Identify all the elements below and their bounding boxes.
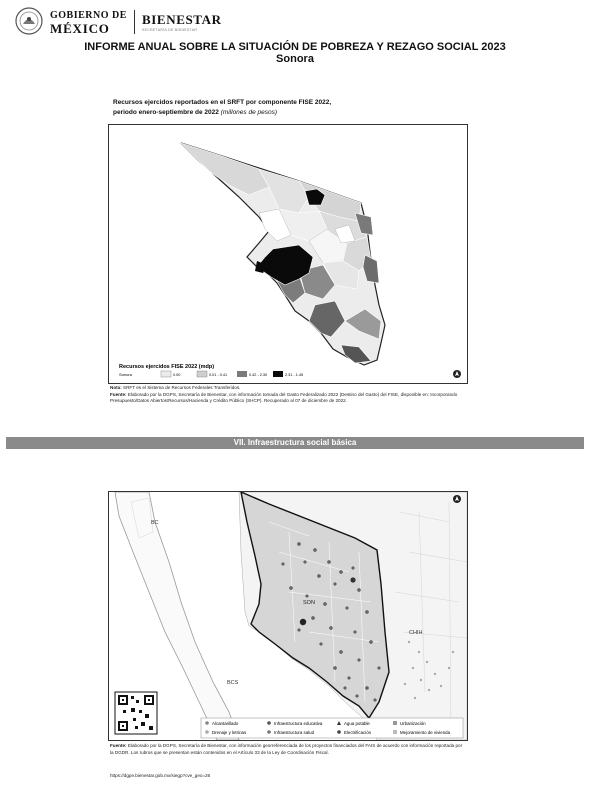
section-title: VII. Infraestructura social básica (233, 438, 357, 447)
legend-urbanizacion: Urbanización (400, 721, 426, 726)
legend-class2-label: 0.42 - 2.30 (249, 373, 268, 377)
legend-vivienda: Mejoramiento de vivienda (400, 730, 451, 735)
figure2-source-label: Fuente: (110, 743, 127, 748)
legend-swatch-class1 (197, 371, 207, 377)
city-marker (350, 577, 355, 582)
legend-electrificacion: Electrificación (344, 730, 372, 735)
map1-legend-title: Recursos ejercidos FISE 2022 (mdp) (119, 364, 215, 370)
legend-salud: Infraestructura salud (274, 730, 315, 735)
figure1-caption-units: (millones de pesos) (220, 109, 278, 116)
legend-swatch-class0 (161, 371, 171, 377)
education-icon (267, 721, 271, 725)
report-title: INFORME ANUAL SOBRE LA SITUACIÓN DE POBREZA Y REZAGO SOCIAL 2023 (84, 41, 506, 53)
report-subtitle: Sonora (276, 53, 314, 65)
gov-line-2: MÉXICO (50, 21, 110, 36)
urbanization-icon (393, 721, 397, 725)
legend-agua: Agua potable (344, 721, 370, 726)
map2-legend (201, 718, 463, 738)
north-arrow-icon-2 (453, 495, 461, 503)
legend-class1-label: 0.01 - 0.41 (209, 373, 228, 377)
health-icon (267, 730, 271, 734)
gov-line-1: GOBIERNO DE (50, 10, 127, 21)
housing-icon (393, 730, 397, 734)
qr-code-icon (115, 692, 157, 734)
sonora-map-svg (109, 125, 467, 383)
legend-alcantarillado: Alcantarillado (212, 721, 239, 726)
note-text: SRFT es el Sistema de Recursos Federales Transferidos. (123, 385, 241, 390)
legend-swatch-class2 (237, 371, 247, 377)
note-label: Nota: (110, 385, 122, 390)
legend-drenaje: Drenaje y letrinas (212, 730, 247, 735)
drain-icon (205, 730, 209, 734)
legend-class0-label: 0.00 (173, 373, 181, 377)
infrastructure-map (108, 491, 468, 741)
figure1-caption-line2: periodo enero-septiembre de 2022 (millones de pesos) (113, 109, 278, 116)
infrastructure-map-svg (109, 492, 467, 740)
legend-swatch-class3 (273, 371, 283, 377)
electricity-icon (337, 730, 341, 734)
fise-choropleth-map (108, 124, 468, 384)
north-arrow-icon (453, 370, 461, 378)
legend-educativa: Infraestructura educativa (274, 721, 323, 726)
figure1-notes (110, 385, 465, 405)
label-chih: CHIH (409, 630, 423, 636)
agency-subtitle: SECRETARÍA DE BIENESTAR (142, 28, 198, 32)
logo-divider (134, 10, 135, 34)
figure1-caption-line1: Recursos ejercidos reportados en el SRFT por componente FISE 2022, (113, 99, 332, 106)
figure2-source (110, 743, 465, 756)
label-bcs: BCS (227, 680, 239, 686)
figure2-source-text: Elaborado por la DGPS, Secretaría de Bienestar, con información georreferenciada de los proyectos financiados del FAIS de acuerdo con información reportada por la DGDR. Los rubros que se presentan están contenidos en el Artículo 33 de la Ley de Coordinación Fiscal. (110, 743, 463, 755)
label-son: SON (303, 600, 315, 606)
header-logo (14, 6, 234, 38)
sewer-icon (205, 721, 209, 725)
seal-icon (14, 6, 44, 36)
hermosillo-marker (300, 619, 306, 625)
source-label: Fuente: (110, 391, 127, 397)
label-bc: BC (151, 520, 159, 526)
agency-name: BIENESTAR (142, 12, 222, 27)
source-text: Elaborado por la DGPS, Secretaría de Bienestar, con información tomada del Gasto Federalizado 2022 (Destino del Gasto) del FISE, disponible en: Incorporando Presupuesto/Datos Abiertos/Recursos/Hacienda y Crédito Público (SHCP). Recuperado al 07 de diciembre de 2022. (110, 391, 458, 404)
figure2-url[interactable]: https://dgpe.bienestar.gob.mx/siegp?cve_geo=26 (110, 773, 211, 778)
section-band (6, 437, 584, 449)
legend-class3-label: 2.31 - 1.45 (285, 373, 304, 377)
map1-legend-state: Sonora (119, 372, 132, 377)
